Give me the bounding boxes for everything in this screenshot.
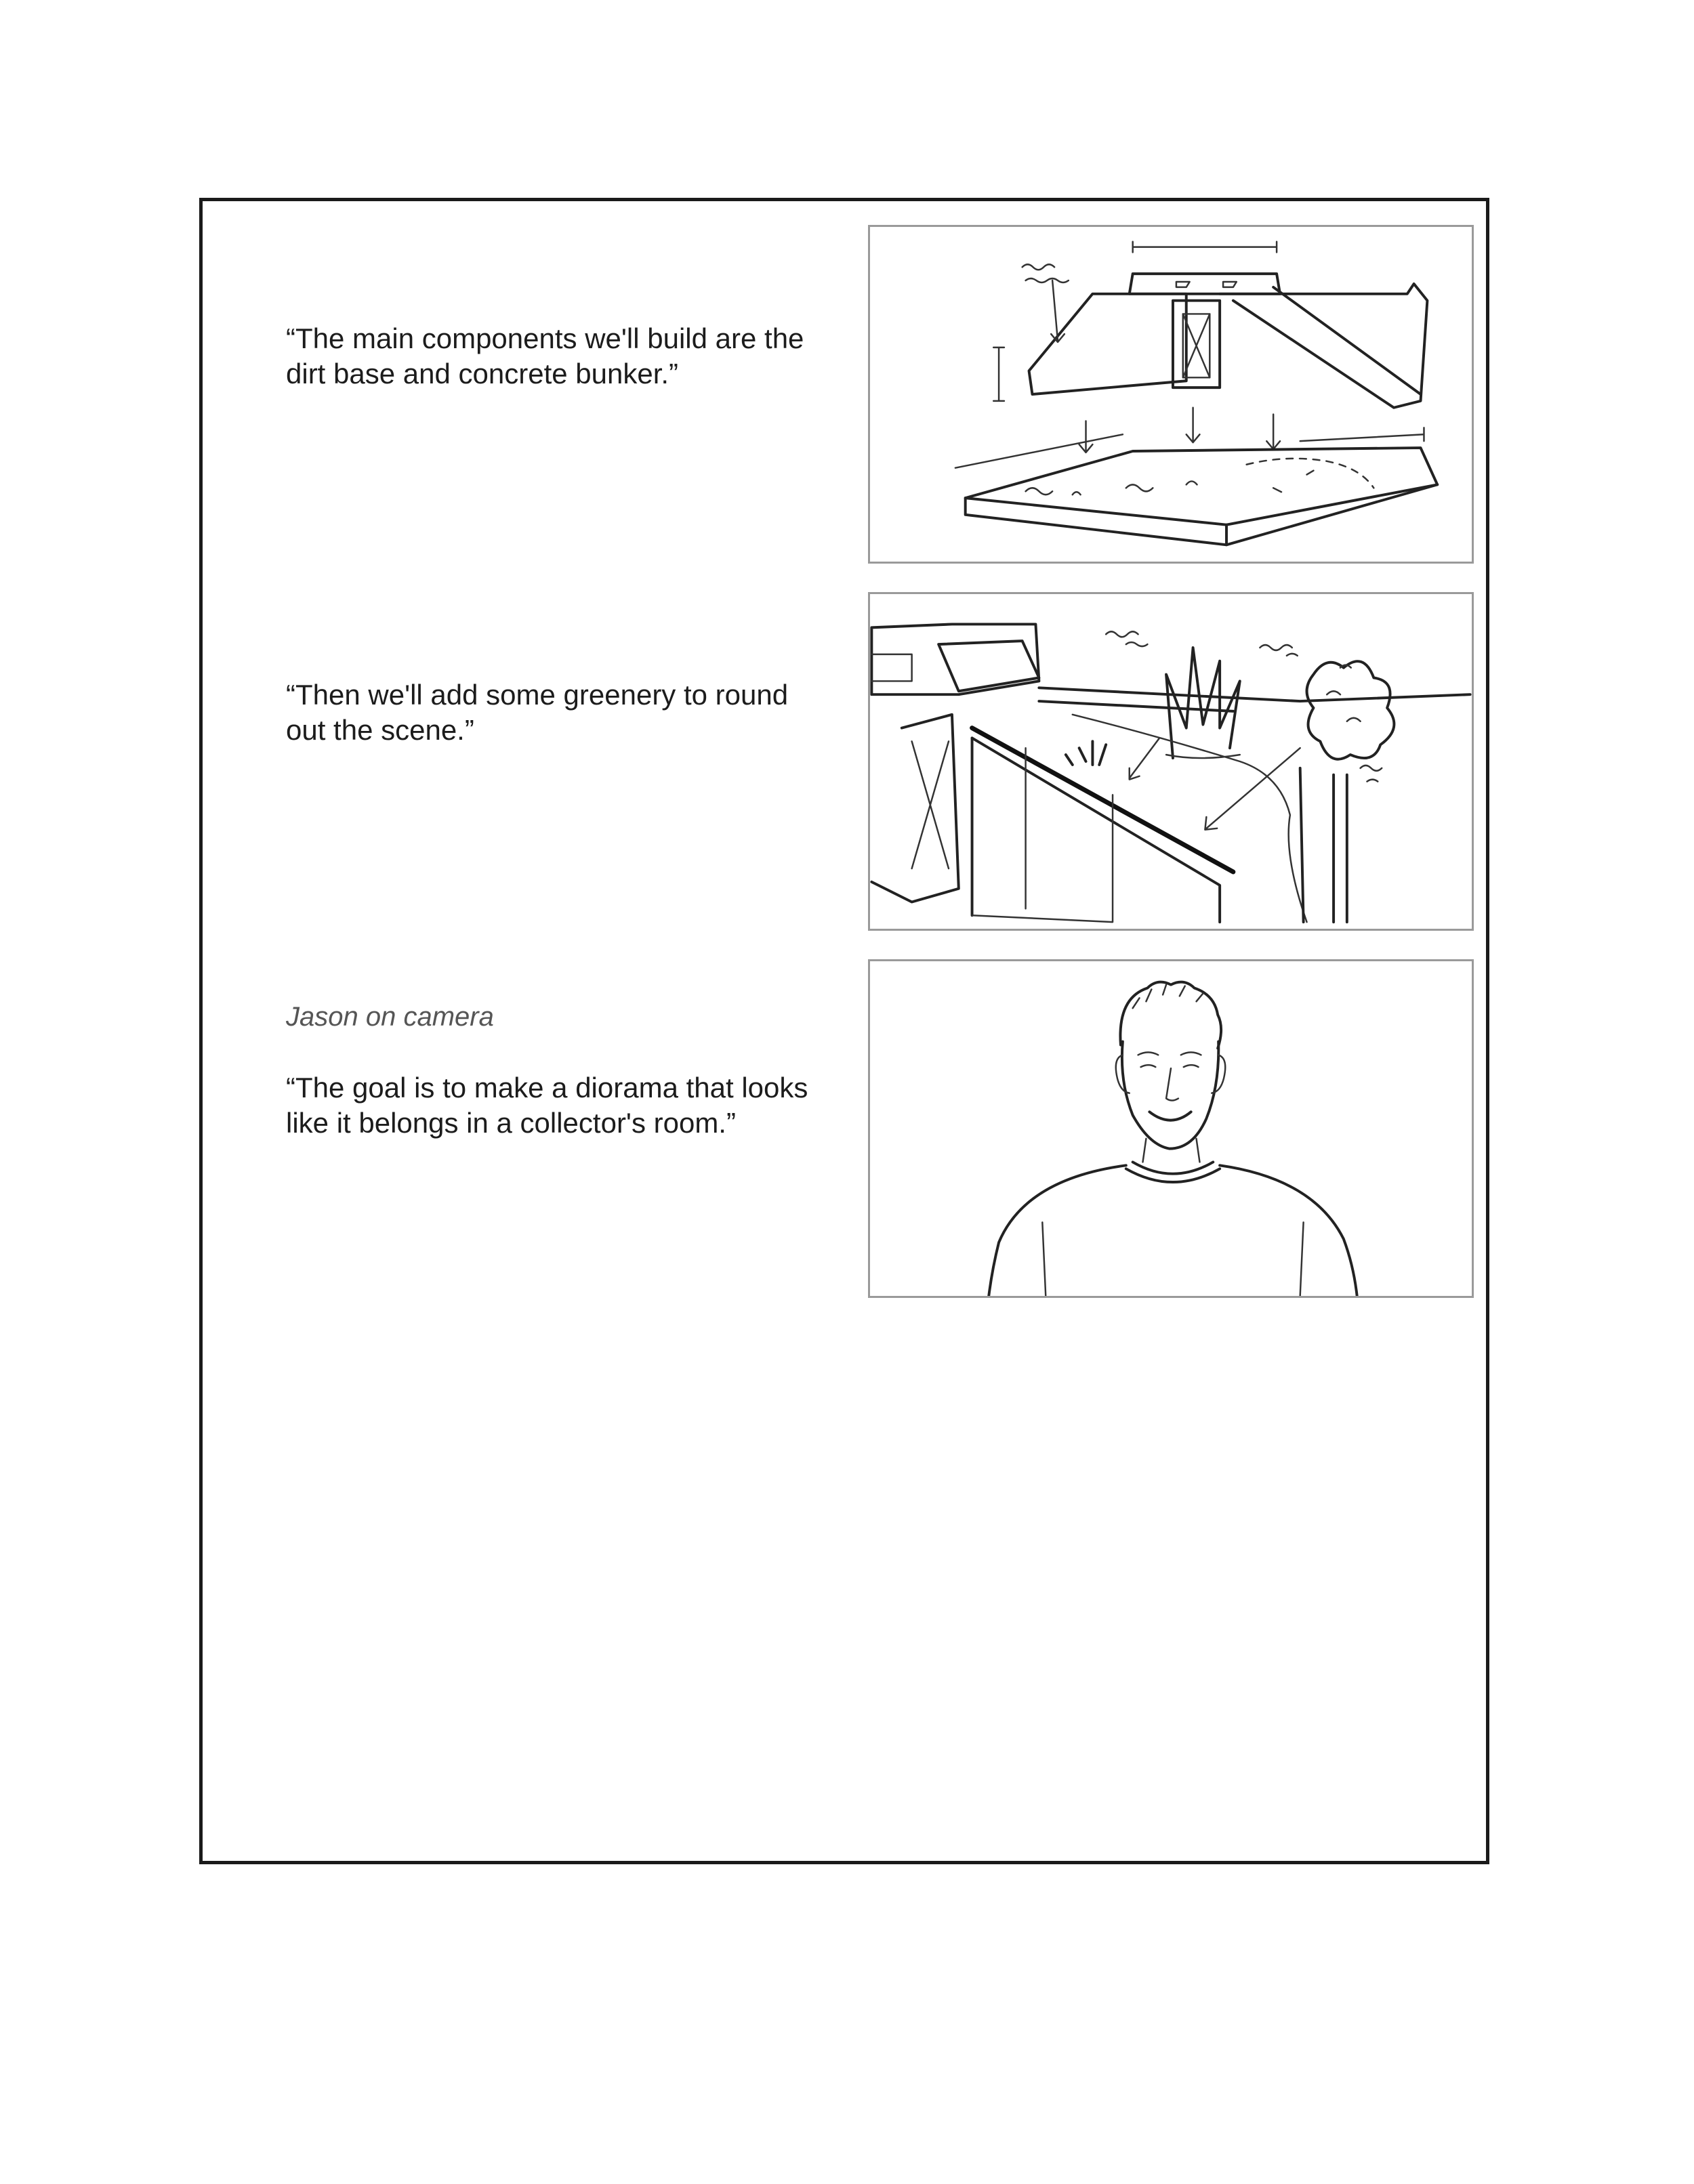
panel-1-frame: [868, 225, 1474, 564]
panel-1-dialogue: “The main components we'll build are the dirt base and concrete bunker.”: [286, 322, 804, 390]
panel-2-dialogue: “Then we'll add some greenery to round out the scene.”: [286, 679, 789, 746]
greenery-sketch-icon: [870, 594, 1472, 929]
panel-3-dialogue: “The goal is to make a diorama that looks like it belongs in a collector's room.”: [286, 1072, 808, 1139]
panel-2-frame: [868, 592, 1474, 931]
panel-3-frame: [868, 959, 1474, 1298]
panel-3-direction: Jason on camera: [286, 1002, 494, 1032]
host-portrait-sketch-icon: [870, 961, 1472, 1296]
bunker-assembly-sketch-icon: [870, 227, 1472, 562]
